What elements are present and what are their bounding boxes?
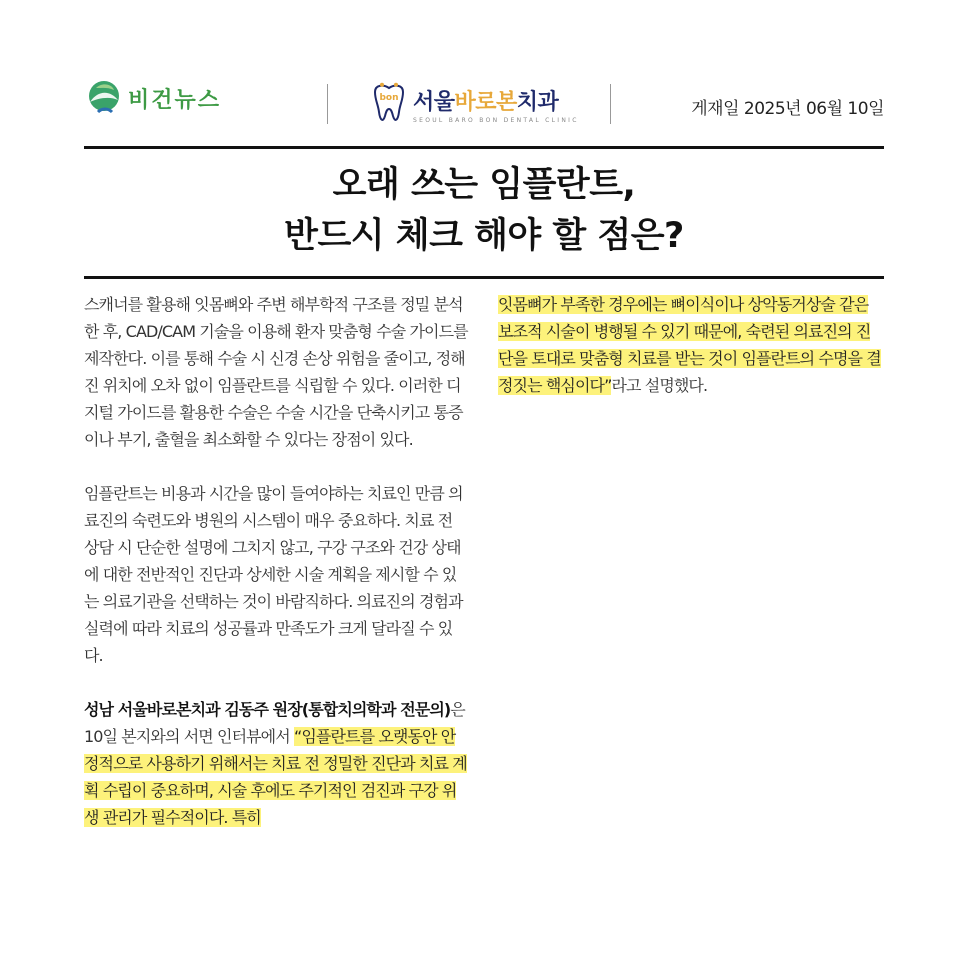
paragraph-1: 스캐너를 활용해 잇몸뼈와 주변 해부학적 구조를 정밀 분석한 후, CAD/CAM 기술을 이용해 환자 맞춤형 수술 가이드를 제작한다. 이를 통해 수술 시 신경 손상 위험을 줄이고, 정해진 위치에 오차 없이 임플란트를 식립할 수 있다. 이러한 디지털 가이드를 활용한 수술은 수술 시간을 단축시키고 통증이나 부기, 출혈을 최소화할 수 있다는 장점이 있다. bbox=[84, 295, 468, 449]
vegan-news-leaf-icon bbox=[84, 78, 124, 118]
paragraph-4 bbox=[498, 291, 882, 399]
dental-clinic-logo[interactable] bbox=[369, 82, 579, 126]
vegan-news-name: 비건뉴스 bbox=[128, 87, 222, 113]
paragraph-4-ending: 라고 설명했다. bbox=[611, 376, 708, 395]
publish-date: 게재일 2025년 06월 10일 bbox=[691, 99, 884, 119]
doctor-name: 성남 서울바로본치과 김동주 원장(통합치의학과 전문의) bbox=[84, 700, 451, 719]
article-column-right bbox=[498, 291, 882, 399]
tooth-icon bbox=[369, 82, 409, 126]
quote-highlight-continued: 잇몸뼈가 부족한 경우에는 뼈이식이나 상악동거상술 같은 보조적 시술이 병행될 수 있기 때문에, 숙련된 의료진의 진단을 토대로 맞춤형 치료를 받는 것이 임플란트의 수명을 결정짓는 핵심이다” bbox=[498, 295, 881, 395]
masthead bbox=[84, 72, 884, 134]
article-title bbox=[84, 160, 884, 262]
title-bottom-rule bbox=[84, 276, 884, 279]
title-line-1: 오래 쓰는 임플란트, bbox=[332, 165, 636, 205]
paragraph-3-text: 은 10일 본지와의 서면 인터뷰에서 bbox=[84, 700, 465, 746]
title-line-2: 반드시 체크 해야 할 점은? bbox=[284, 216, 684, 256]
quote-highlight: “임플란트를 오랫동안 안정적으로 사용하기 위해서는 치료 전 정밀한 진단과 치료 계획 수립이 중요하며, 시술 후에도 주기적인 검진과 구강 위생 관리가 필수적이다. 특히 bbox=[84, 727, 467, 827]
tooth-bon-text: bon bbox=[379, 93, 399, 103]
header-divider-left bbox=[327, 84, 328, 124]
clinic-subtitle: SEOUL BARO BON DENTAL CLINIC bbox=[413, 116, 579, 124]
header-divider-right bbox=[610, 84, 611, 124]
article-column-left bbox=[84, 291, 468, 831]
paragraph-3 bbox=[84, 696, 468, 831]
paragraph-2: 임플란트는 비용과 시간을 많이 들여야하는 치료인 만큼 의료진의 숙련도와 병원의 시스템이 매우 중요하다. 치료 전 상담 시 단순한 설명에 그치지 않고, 구강 구조와 건강 상태에 대한 전반적인 진단과 상세한 시술 계획을 제시할 수 있는 의료기관을 선택하는 것이 바람직하다. 의료진의 경험과 실력에 따라 치료의 성공률과 만족도가 크게 달라질 수 있다. bbox=[84, 484, 463, 665]
top-rule bbox=[84, 146, 884, 149]
clinic-name: 서울바로본치과 bbox=[413, 89, 559, 115]
vegan-news-logo[interactable] bbox=[84, 78, 221, 118]
